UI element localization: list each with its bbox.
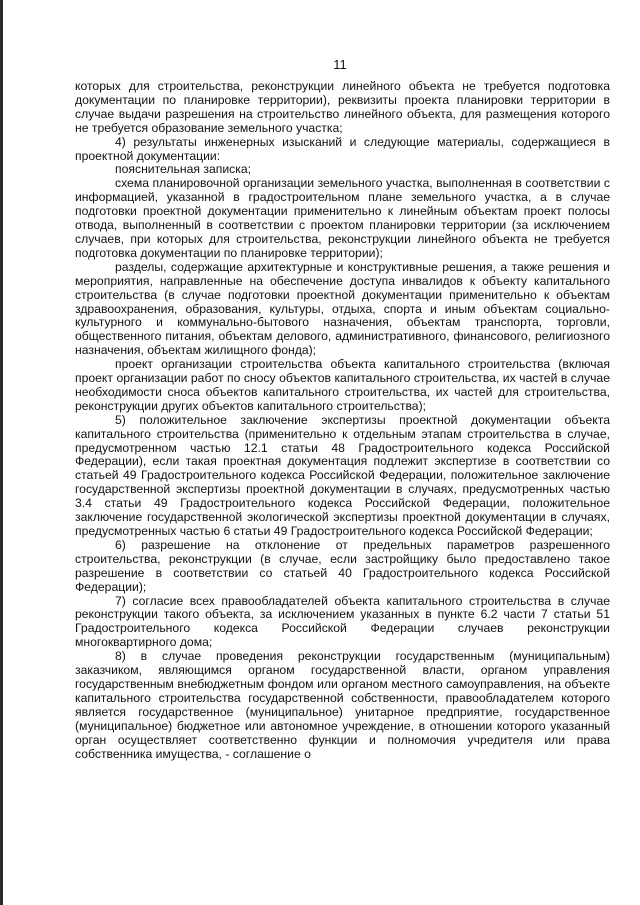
scan-edge: [0, 0, 3, 905]
page-number: 11: [333, 57, 347, 72]
paragraph-item-8: 8) в случае проведения реконструкции государственным (муниципальным) заказчиком, являющимся органом государственной власти, органом управления государственным внебюджетным фондом или органом местного самоуправления, на объекте капитального строительства государственной собственности, правообладателем которого является государственное (муниципальное) унитарное предприятие, государственное (муниципальное) бюджетное или автономное учреждение, в отношении которого указанный орган осуществляет соответственно функции и полномочия учредителя или права собственника имущества, - соглашение о: [75, 649, 610, 761]
paragraph-explanatory-note: пояснительная записка;: [115, 162, 252, 177]
paragraph-continuation: которых для строительства, реконструкции линейного объекта не требуется подготовка документации по планировке территории), реквизиты проекта планировки территории в случае выдачи разрешения на строительство линейного объекта, для размещения которого не требуется образование земельного участка;: [75, 79, 610, 135]
document-body: [75, 80, 610, 761]
paragraph-architectural-sections: разделы, содержащие архитектурные и конструктивные решения, а также решения и мероприятия, направленные на обеспечение доступа инвалидов к объекту капитального строительства (в случае подготовки проектной документации применительно к объектам здравоохранения, образования, культуры, отдыха, спорта и иным объектам социально-культурного и коммунально-бытового назначения, объектам транспорта, торговли, общественного питания, объектам делового, административного, финансового, религиозного назначения, объектам жилищного фонда);: [75, 259, 610, 358]
paragraph-item-6: 6) разрешение на отклонение от предельных параметров разрешенного строительства, реконструкции (в случае, если застройщику было предоставлено такое разрешение в соответствии со статьей 40 Градостроительного кодекса Российской Федерации);: [75, 537, 610, 594]
paragraph-item-5: 5) положительное заключение экспертизы проектной документации объекта капитального строительства (применительно к отдельным этапам строительства в случае, предусмотренном частью 12.1 статьи 48 Градостроительного кодекса Российской Федерации), если такая проектная документация подлежит экспертизе в соответствии со статьей 49 Градостроительного кодекса Российской Федерации, положительное заключение государственной экспертизы проектной документации в случаях, предусмотренных частью 3.4 статьи 49 Градостроительного кодекса Российской Федерации, положительное заключение государственной экологической экспертизы проектной документации в случаях, предусмотренных частью 6 статьи 49 Градостроительного кодекса Российской Федерации;: [75, 412, 610, 538]
paragraph-item-7: 7) согласие всех правообладателей объекта капитального строительства в случае реконструкции такого объекта, за исключением указанных в пункте 6.2 части 7 статьи 51 Градостроительного кодекса Российской Федерации случаев реконструкции многоквартирного дома;: [75, 593, 610, 650]
paragraph-site-plan-scheme: схема планировочной организации земельного участка, выполненная в соответствии с информацией, указанной в градостроительном плане земельного участка, а в случае подготовки проектной документации применительно к линейным объектам проект полосы отвода, выполненный в соответствии с проектом планировки территории (за исключением случаев, при которых для строительства, реконструкции линейного объекта не требуется подготовка документации по планировке территории);: [75, 176, 610, 260]
paragraph-item-4: 4) результаты инженерных изысканий и следующие материалы, содержащиеся в проектной документации:: [75, 134, 610, 163]
paragraph-construction-project: проект организации строительства объекта капитального строительства (включая проект организации работ по сносу объектов капитального строительства, их частей в случае необходимости сноса объектов капитального строительства, их частей для строительства, реконструкции других объектов капитального строительства);: [75, 357, 610, 413]
